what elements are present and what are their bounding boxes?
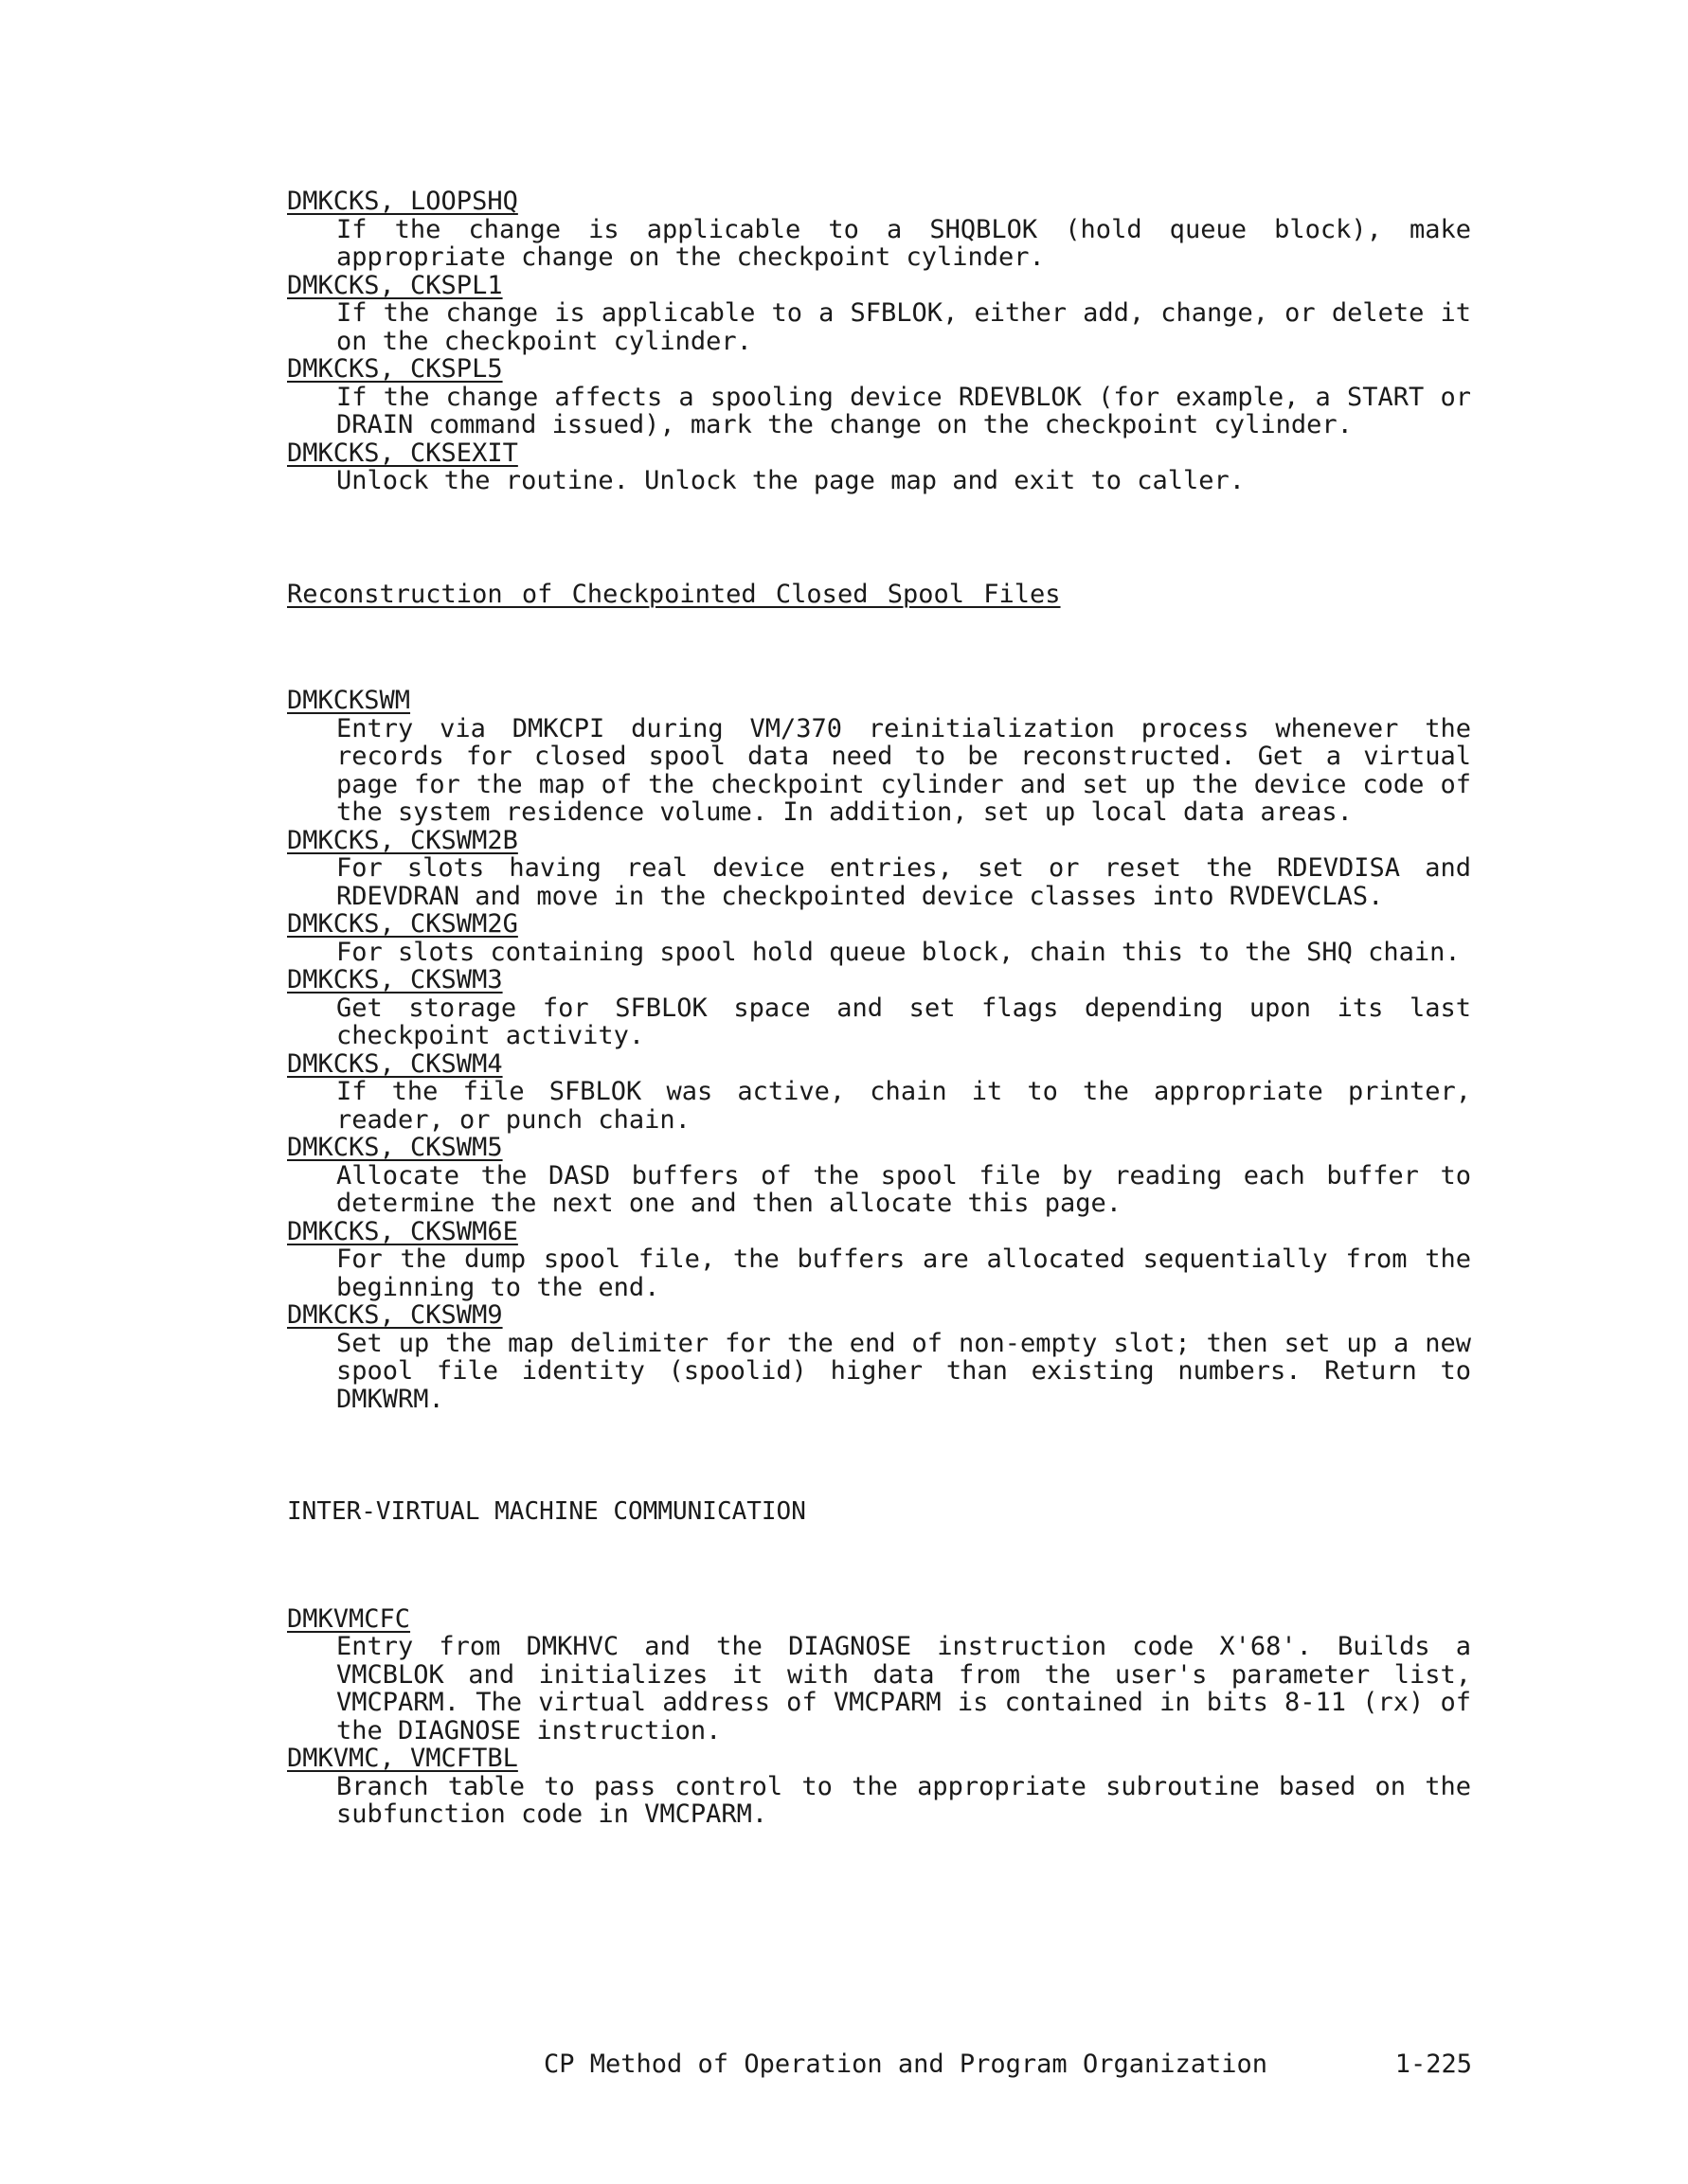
entry-description: Unlock the routine. Unlock the page map and exit to caller. (336, 466, 1246, 495)
entry-label: DMKCKS, CKSPL1 (287, 270, 503, 300)
entry-description: For the dump spool file, the buffers are allocated sequentially from the beginning to the end. (336, 1244, 1471, 1302)
entry-description: If the file SFBLOK was active, chain it to the appropriate printer, reader, or punch chain. (336, 1077, 1471, 1135)
entry-description: Branch table to pass control to the appropriate subroutine based on the subfunction code in VMCPARM. (336, 1771, 1471, 1829)
entry-description: If the change is applicable to a SFBLOK, either add, change, or delete it on the checkpoint cylinder. (336, 298, 1471, 356)
entry-list-checkpoint-updates (287, 188, 1471, 495)
entry-label: DMKCKS, CKSWM9 (287, 1300, 503, 1330)
entry-ckswm9 (287, 1301, 1471, 1413)
entry-loopshq (287, 188, 1471, 272)
entry-description: Allocate the DASD buffers of the spool file by reading each buffer to determine the next one and then allocate this page. (336, 1160, 1471, 1218)
entry-label: DMKCKS, CKSWM5 (287, 1133, 503, 1162)
entry-label: DMKCKSWM (287, 686, 411, 715)
entry-description: For slots having real device entries, set or reset the RDEVDISA and RDEVDRAN and move in the checkpointed device classes into RVDEVCLAS. (336, 853, 1471, 911)
entry-description: If the change affects a spooling device RDEVBLOK (for example, a START or DRAIN command issued), mark the change on the checkpoint cylinder. (336, 382, 1471, 439)
entry-ckswm6e (287, 1218, 1471, 1302)
entry-ckspl5 (287, 355, 1471, 439)
entry-label: DMKCKS, CKSEXIT (287, 438, 518, 468)
entry-ckspl1 (287, 272, 1471, 356)
entry-description: Entry via DMKCPI during VM/370 reinitialization process whenever the records for closed spool data need to be reconstructed. Get a virtual page for the map of the checkpoint cylinder and set up the device code of the system residence volume. In addition, set up local data areas. (336, 713, 1471, 827)
entry-description: Entry from DMKHVC and the DIAGNOSE instruction code X'68'. Builds a VMCBLOK and initializes it with data from the user's parameter list, VMCPARM. The virtual address of VMCPARM is contained in bits 8-11 (rx) of the DIAGNOSE instruction. (336, 1632, 1471, 1745)
entry-vmcftbl (287, 1745, 1471, 1829)
footer-title: CP Method of Operation and Program Organization (544, 2050, 1268, 2079)
entry-label: DMKCKS, CKSWM3 (287, 965, 503, 994)
entry-label: DMKCKS, CKSWM6E (287, 1216, 518, 1246)
section-heading: INTER-VIRTUAL MACHINE COMMUNICATION (287, 1497, 806, 1526)
entry-description: Set up the map delimiter for the end of non-empty slot; then set up a new spool file identity (spoolid) higher than existing numbers. Return to DMKWRM. (336, 1328, 1471, 1414)
page-number: 1-225 (1394, 2050, 1472, 2079)
subsection-heading: Reconstruction of Checkpointed Closed Spool Files (287, 579, 1061, 609)
entry-list-reconstruction (287, 687, 1471, 1413)
entry-description: If the change is applicable to a SHQBLOK (hold queue block), make appropriate change on the checkpoint cylinder. (336, 214, 1471, 272)
entry-cksexit (287, 439, 1471, 495)
entry-dmkvmcfc (287, 1605, 1471, 1745)
entry-label: DMKCKS, CKSWM2G (287, 909, 518, 939)
entry-ckswm4 (287, 1050, 1471, 1135)
entry-ckswm (287, 687, 1471, 827)
entry-label: DMKVMC, VMCFTBL (287, 1744, 518, 1773)
entry-label: DMKCKS, LOOPSHQ (287, 187, 518, 216)
entry-list-vmcf (287, 1605, 1471, 1829)
entry-ckswm2g (287, 910, 1471, 966)
entry-description: Get storage for SFBLOK space and set flags depending upon its last checkpoint activity. (336, 993, 1471, 1050)
entry-description: For slots containing spool hold queue block, chain this to the SHQ chain. (336, 937, 1461, 967)
entry-ckswm5 (287, 1134, 1471, 1218)
entry-label: DMKCKS, CKSPL5 (287, 354, 503, 384)
entry-label: DMKCKS, CKSWM4 (287, 1048, 503, 1079)
entry-label: DMKVMCFC (287, 1603, 411, 1634)
page-content (287, 188, 1471, 1829)
entry-ckswm2b (287, 827, 1471, 911)
entry-label: DMKCKS, CKSWM2B (287, 825, 518, 855)
entry-ckswm3 (287, 966, 1471, 1050)
